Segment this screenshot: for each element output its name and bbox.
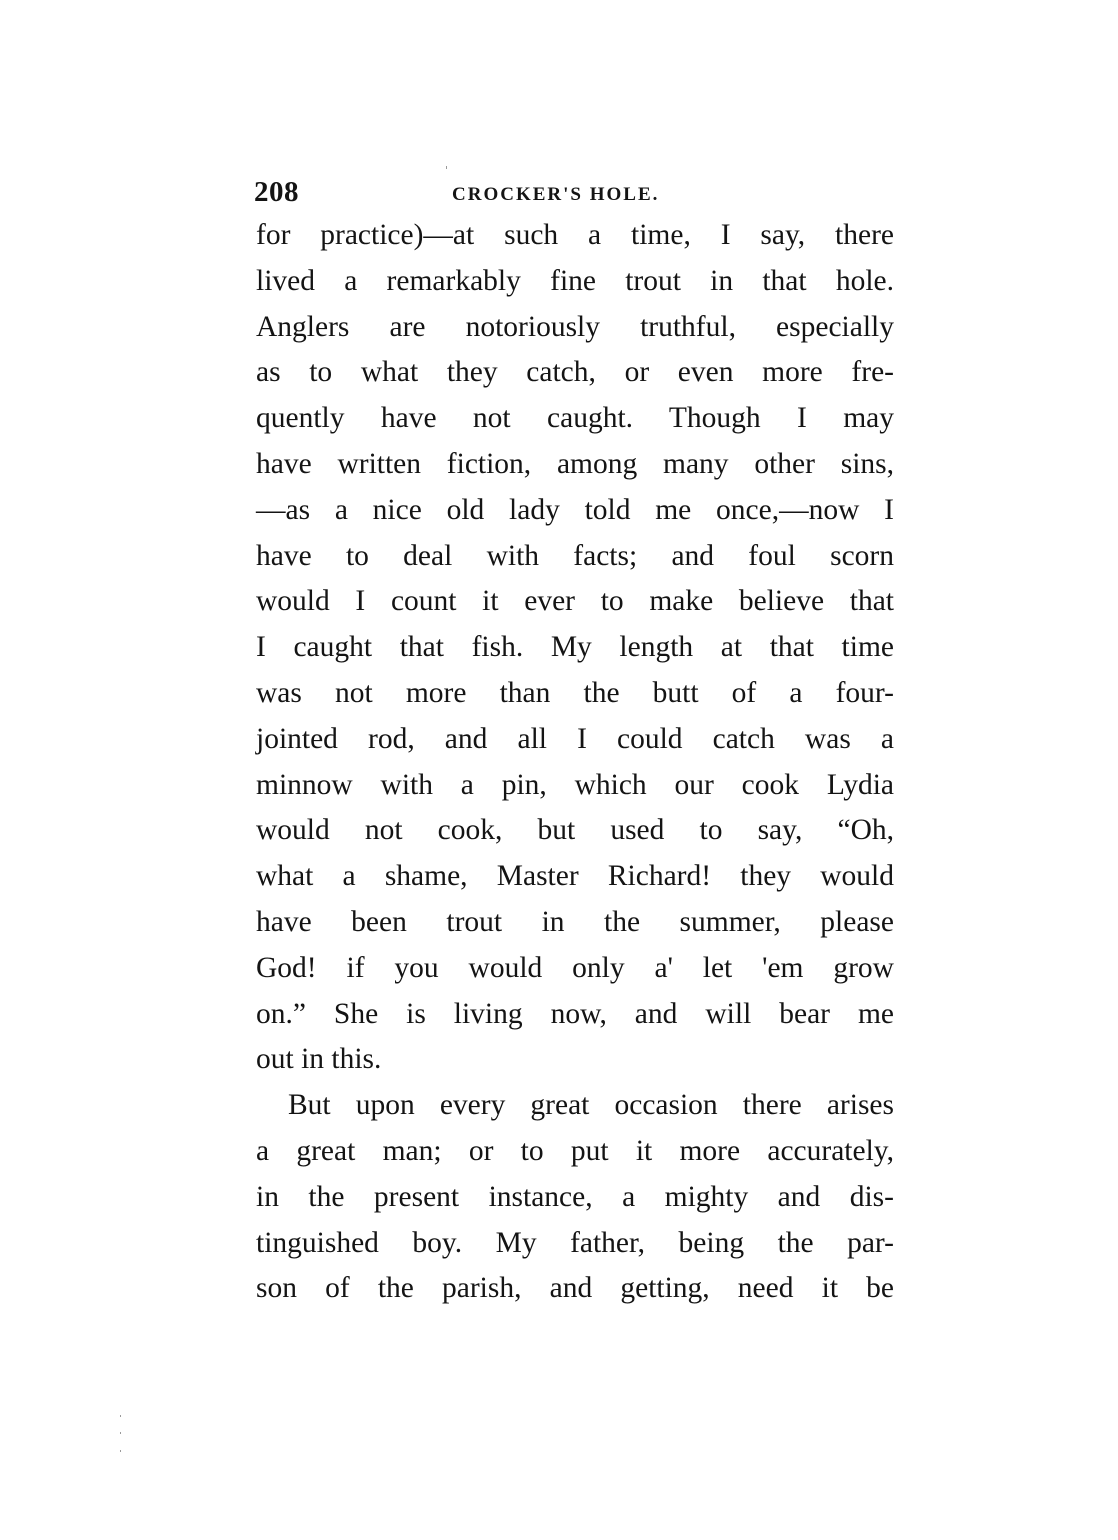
- text-line: would not cook, but used to say, “Oh,: [256, 814, 894, 847]
- text-line: on.” She is living now, and will bear me: [256, 997, 894, 1030]
- text-line: a great man; or to put it more accurately,: [256, 1134, 894, 1167]
- text-line: out in this.: [256, 1043, 382, 1076]
- scan-speck: [120, 1432, 121, 1434]
- text-line: tinguished boy. My father, being the par-: [256, 1226, 894, 1259]
- text-line: as to what they catch, or even more fre-: [256, 356, 894, 389]
- text-line: son of the parish, and getting, need it be: [256, 1272, 894, 1305]
- text-line: in the present instance, a mighty and dis-: [256, 1180, 894, 1213]
- running-head: [254, 176, 894, 216]
- text-line: have been trout in the summer, please: [256, 905, 894, 938]
- paragraph-1: [256, 213, 894, 1083]
- text-line: jointed rod, and all I could catch was a: [256, 722, 894, 755]
- text-line: for practice)—at such a time, I say, there: [256, 219, 894, 251]
- text-line: have written fiction, among many other sins,: [256, 447, 894, 480]
- text-line: But upon every great occasion there arises: [288, 1089, 894, 1122]
- text-line: would I count it ever to make believe that: [256, 585, 894, 618]
- text-line: minnow with a pin, which our cook Lydia: [256, 768, 894, 801]
- text-line: was not more than the butt of a four-: [256, 676, 894, 709]
- text-line: lived a remarkably fine trout in that hole.: [256, 264, 894, 297]
- paragraph-2: [256, 1083, 894, 1312]
- page-number: 208: [254, 176, 299, 208]
- scan-speck: [120, 1415, 121, 1417]
- text-line: Anglers are notoriously truthful, especially: [256, 310, 894, 343]
- running-title: CROCKER'S HOLE.: [452, 184, 660, 205]
- text-line: quently have not caught. Though I may: [256, 402, 894, 435]
- text-line: have to deal with facts; and foul scorn: [256, 539, 894, 572]
- scan-speck: [120, 1450, 121, 1452]
- body-text: [256, 213, 894, 1312]
- text-line: what a shame, Master Richard! they would: [256, 860, 894, 893]
- text-line: God! if you would only a' let 'em grow: [256, 951, 894, 984]
- text-line: —as a nice old lady told me once,—now I: [256, 493, 894, 526]
- scan-speck: [446, 166, 447, 169]
- text-line: I caught that fish. My length at that time: [256, 631, 894, 664]
